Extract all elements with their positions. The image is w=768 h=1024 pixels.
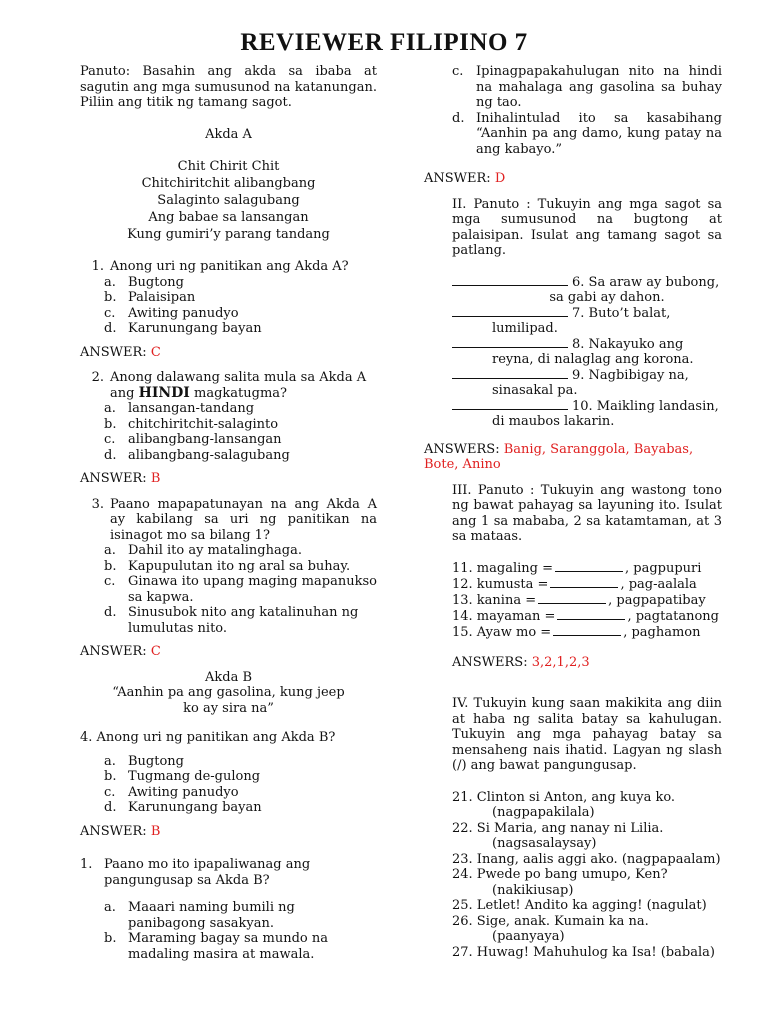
right-column [424, 64, 722, 960]
tone-15: 15. Ayaw mo = , paghamon [452, 624, 701, 640]
option: a. Bugtong [104, 274, 184, 290]
answer-blank[interactable] [452, 337, 568, 348]
akda-b-label: Akda B [204, 669, 253, 685]
question-3: 3. Paano mapapatunayan na ang Akda A ay kabilang sa uri ng panitikan na isinagot mo sa bilang 1? [91, 496, 377, 543]
answer-blank[interactable] [538, 593, 606, 604]
answer-3: ANSWER: C [80, 644, 161, 659]
stress-22: 22. Si Maria, ang nanay ni Lilia. [452, 820, 664, 836]
poem-line: Chitchiritchit alibangbang [141, 176, 316, 191]
option: a. Maaari naming bumili ng panibagong sasakyan. [104, 900, 295, 931]
option: b. chitchiritchit-salaginto [104, 416, 279, 432]
option: d. alibangbang-salagubang [104, 447, 290, 463]
riddle-7: 7. Buto’t balat, [452, 306, 722, 322]
answer-blank[interactable] [452, 368, 568, 379]
option: d. Karunungang bayan [104, 800, 262, 815]
part3-answers: ANSWERS: 3,2,1,2,3 [452, 654, 590, 670]
akda-b-quote: “Aanhin pa ang gasolina, kung jeep ko ay sira na” [112, 685, 345, 716]
option: a. lansangan-tandang [104, 401, 255, 416]
answer-blank[interactable] [452, 306, 568, 317]
stress-21: 21. Clinton si Anton, ang kuya ko. [452, 789, 676, 805]
answer-blank[interactable] [557, 609, 625, 620]
answer-5: ANSWER: D [424, 171, 506, 186]
answer-4: ANSWER: B [80, 823, 161, 839]
option: c. alibangbang-lansangan [104, 432, 282, 447]
stress-23: 23. Inang, aalis aggi ako. (nagpapaalam) [452, 851, 721, 867]
poem-line: Salaginto salagubang [157, 193, 300, 208]
stress-list: 21. Clinton si Anton, ang kuya ko. (nagpapakilala) 22. Si Maria, ang nanay ni Lilia. (nagsasalaysay) 23. Inang, aalis aggi ako. (nagpapaalam) 24. Pwede po bang umupo, Ken? (nakikiusap) 25. Letlet! Andito ka agging! (nagulat) 26. Sige, anak. Kumain ka na. (paanyaya) 27. Huwag! Mahuhulog ka Isa! (babala) [452, 789, 721, 960]
question-5: 1. Paano mo ito ipapaliwanag ang pangungusap sa Akda B? [80, 857, 311, 888]
answer-1: ANSWER: C [80, 344, 161, 360]
option: b. Palaisipan [104, 290, 196, 305]
riddle-6: 6. Sa araw ay bubong, [452, 275, 722, 291]
question-4: 4. Anong uri ng panitikan ang Akda B? [80, 730, 336, 745]
akda-a-label: Akda A [205, 126, 252, 142]
answer-blank[interactable] [452, 399, 568, 410]
instructions: Panuto: Basahin ang akda sa ibaba at sagutin ang mga sumusunod na katanungan. Piliin ang titik ng tamang sagot. [80, 64, 377, 110]
stress-27: 27. Huwag! Mahuhulog ka Isa! (babala) [452, 944, 715, 960]
page-title: REVIEWER FILIPINO 7 [240, 29, 528, 56]
option: d. Inihalintulad ito sa kasabihang “Aanhin pa ang damo, kung patay na ang kabayo.” [452, 110, 722, 157]
riddle-8: 8. Nakayuko ang [452, 337, 722, 353]
tone-11: 11. magaling = , pagpupuri [452, 560, 702, 576]
tone-14: 14. mayaman = , pagtatanong [452, 608, 719, 624]
tone-13: 13. kanina = , pagpapatibay [452, 592, 706, 608]
option: a. Dahil ito ay matalinghaga. [104, 543, 302, 558]
part2-answers: ANSWERS: Banig, Saranggola, Bayabas, Bote, Anino [424, 441, 694, 472]
answer-blank[interactable] [550, 577, 618, 588]
option: b. Tugmang de-gulong [104, 769, 261, 784]
part2-instructions: II. Panuto : Tukuyin ang mga sagot sa mga sumusunod na bugtong at palaisipan. Isulat ang tamang sagot sa patlang. [452, 196, 722, 258]
riddles: 6. Sa araw ay bubong, sa gabi ay dahon. 7. Buto’t balat, lumilipad. 8. Nakayuko ang reyna, di nalaglag ang korona. 9. Nagbibigay na, sinasakal pa. 10. Maikling landasin, di maubos lakarin. [424, 275, 722, 430]
option: b. Maraming bagay sa mundo na madaling masira at mawala. [104, 931, 328, 962]
poem-line: Kung gumiri’y parang tandang [127, 227, 330, 242]
tones [424, 561, 722, 641]
riddle-9: 9. Nagbibigay na, [452, 368, 722, 384]
part3-instructions: III. Panuto : Tukuyin ang wastong tono ng bawat pahayag sa layuning ito. Isulat ang 1 sa mababa, 2 sa katamtaman, at 3 sa mataas. [452, 482, 722, 544]
stress-24: 24. Pwede po bang umupo, Ken? [452, 867, 668, 882]
option: c. Awiting panudyo [104, 784, 239, 800]
tone-12: 12. kumusta = , pag-aalala [452, 576, 697, 592]
left-column [80, 64, 377, 962]
answer-blank[interactable] [452, 275, 568, 286]
stress-26: 26. Sige, anak. Kumain ka na. [452, 913, 649, 929]
option: b. Kapupulutan ito ng aral sa buhay. [104, 558, 351, 574]
question-1: 1. Anong uri ng panitikan ang Akda A? [91, 259, 349, 274]
riddle-10: 10. Maikling landasin, [452, 399, 722, 415]
question-2: 2. Anong dalawang salita mula sa Akda A ang HINDI magkatugma? [91, 370, 367, 401]
answer-blank[interactable] [555, 561, 623, 572]
answer-2: ANSWER: B [80, 471, 161, 486]
option: c. Ipinagpapakahulugan nito na hindi na mahalaga ang gasolina sa buhay ng tao. [452, 64, 722, 110]
option: d. Karunungang bayan [104, 321, 262, 336]
option: d. Sinusubok nito ang katalinuhan ng lumulutas nito. [104, 605, 359, 636]
stress-25: 25. Letlet! Andito ka agging! (nagulat) [452, 898, 707, 913]
part4-instructions: IV. Tukuyin kung saan makikita ang diin at haba ng salita batay sa kahulugan. Tukuyin ang mga pahayag batay sa mensaheng nais ihatid. Lagyan ng slash (/) ang bawat pangungusap. [452, 696, 722, 773]
option: c. Ginawa ito upang maging mapanukso sa kapwa. [104, 574, 377, 605]
poem-line: Chit Chirit Chit [177, 159, 280, 174]
poem [80, 158, 377, 243]
option: a. Bugtong [104, 753, 184, 769]
answer-blank[interactable] [553, 625, 621, 636]
poem-line: Ang babae sa lansangan [148, 210, 309, 225]
option: c. Awiting panudyo [104, 305, 239, 321]
